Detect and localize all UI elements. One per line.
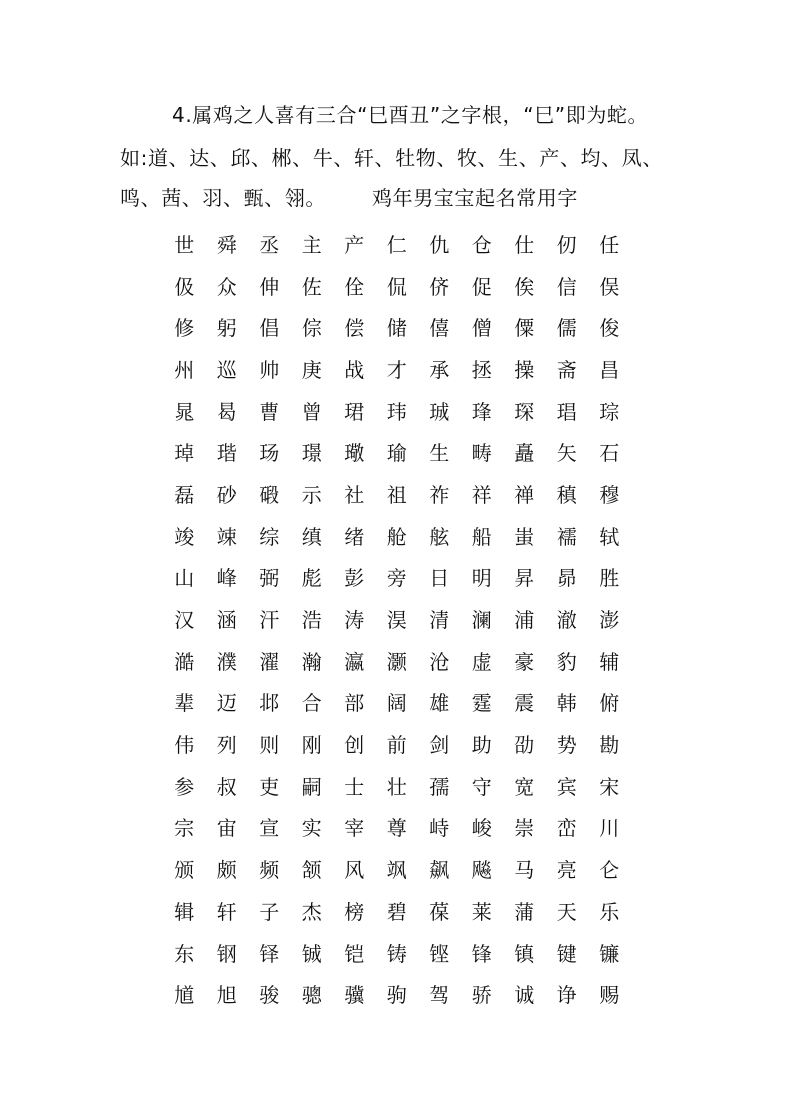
char-cell: 弼 <box>259 566 280 591</box>
char-cell: 榜 <box>344 899 365 924</box>
char-cell: 生 <box>429 441 450 466</box>
char-cell: 骄 <box>471 983 492 1008</box>
char-cell: 壮 <box>386 774 407 799</box>
char-cell: 儒 <box>556 316 577 341</box>
char-cell: 镰 <box>599 941 620 966</box>
char-cell: 竣 <box>174 524 195 549</box>
char-cell: 侪 <box>429 274 450 299</box>
char-cell: 庚 <box>301 357 322 382</box>
char-cell: 磊 <box>174 482 195 507</box>
char-cell: 士 <box>344 774 365 799</box>
char-cell: 曹 <box>259 399 280 424</box>
char-cell: 飙 <box>429 858 450 883</box>
char-cell: 辈 <box>174 691 195 716</box>
char-cell: 昇 <box>514 566 535 591</box>
char-row <box>163 349 633 391</box>
char-cell: 杰 <box>301 899 322 924</box>
char-row <box>163 849 633 891</box>
char-cell: 峰 <box>216 566 237 591</box>
char-cell: 促 <box>471 274 492 299</box>
char-cell: 蒲 <box>514 899 535 924</box>
char-cell: 稹 <box>556 482 577 507</box>
char-cell: 曾 <box>301 399 322 424</box>
char-cell: 操 <box>514 357 535 382</box>
char-cell: 僧 <box>471 316 492 341</box>
char-cell: 震 <box>514 691 535 716</box>
char-cell: 马 <box>514 858 535 883</box>
char-cell: 尊 <box>386 816 407 841</box>
char-cell: 晁 <box>174 399 195 424</box>
char-cell: 瑜 <box>386 441 407 466</box>
char-cell: 昴 <box>556 566 577 591</box>
char-cell: 创 <box>344 733 365 758</box>
char-cell: 伟 <box>174 733 195 758</box>
char-cell: 碫 <box>259 482 280 507</box>
char-cell: 浩 <box>301 608 322 633</box>
char-cell: 矢 <box>556 441 577 466</box>
char-cell: 铠 <box>344 941 365 966</box>
char-cell: 铿 <box>429 941 450 966</box>
char-cell: 才 <box>386 357 407 382</box>
char-cell: 豪 <box>514 649 535 674</box>
char-cell: 劭 <box>514 733 535 758</box>
paragraph-line-3-text: 鸣、茜、羽、甄、翎。 <box>120 186 326 210</box>
char-cell: 雄 <box>429 691 450 716</box>
char-cell: 瀛 <box>344 649 365 674</box>
char-cell: 辑 <box>174 899 195 924</box>
char-cell: 骢 <box>301 983 322 1008</box>
char-row <box>163 432 633 474</box>
char-cell: 实 <box>301 816 322 841</box>
char-cell: 葆 <box>429 899 450 924</box>
char-cell: 俣 <box>599 274 620 299</box>
char-cell: 珹 <box>429 399 450 424</box>
char-cell: 钢 <box>216 941 237 966</box>
char-cell: 崇 <box>514 816 535 841</box>
char-cell: 霆 <box>471 691 492 716</box>
char-cell: 宽 <box>514 774 535 799</box>
char-cell: 祥 <box>471 482 492 507</box>
char-row <box>163 224 633 266</box>
char-row <box>163 766 633 808</box>
char-cell: 琛 <box>514 399 535 424</box>
char-cell: 帅 <box>259 357 280 382</box>
char-cell: 子 <box>259 899 280 924</box>
char-cell: 彭 <box>344 566 365 591</box>
char-cell: 俟 <box>514 274 535 299</box>
char-cell: 巡 <box>216 357 237 382</box>
char-row <box>163 516 633 558</box>
char-cell: 瑎 <box>216 441 237 466</box>
char-cell: 峙 <box>429 816 450 841</box>
char-cell: 侃 <box>386 274 407 299</box>
char-cell: 东 <box>174 941 195 966</box>
char-cell: 祚 <box>429 482 450 507</box>
char-cell: 襦 <box>556 524 577 549</box>
char-cell: 峻 <box>471 816 492 841</box>
char-cell: 轼 <box>599 524 620 549</box>
char-cell: 偿 <box>344 316 365 341</box>
char-cell: 澈 <box>556 608 577 633</box>
char-cell: 骏 <box>259 983 280 1008</box>
char-cell: 蚩 <box>514 524 535 549</box>
char-cell: 承 <box>429 357 450 382</box>
char-cell: 碧 <box>386 899 407 924</box>
char-cell: 宙 <box>216 816 237 841</box>
char-cell: 任 <box>599 232 620 257</box>
char-cell: 颔 <box>301 858 322 883</box>
char-row <box>163 307 633 349</box>
char-cell: 宾 <box>556 774 577 799</box>
char-cell: 俊 <box>599 316 620 341</box>
char-cell: 澎 <box>599 608 620 633</box>
char-cell: 仓 <box>471 232 492 257</box>
char-cell: 瀚 <box>301 649 322 674</box>
char-cell: 灏 <box>386 649 407 674</box>
paragraph-line-2: 如:道、达、邱、郴、牛、轩、牡物、牧、生、产、均、凤、 <box>120 146 663 170</box>
char-cell: 吏 <box>259 774 280 799</box>
char-cell: 彪 <box>301 566 322 591</box>
char-cell: 剑 <box>429 733 450 758</box>
char-cell: 虚 <box>471 649 492 674</box>
char-cell: 飚 <box>471 858 492 883</box>
char-cell: 僖 <box>429 316 450 341</box>
char-row <box>163 724 633 766</box>
char-cell: 飒 <box>386 858 407 883</box>
char-cell: 修 <box>174 316 195 341</box>
char-row <box>163 599 633 641</box>
char-cell: 键 <box>556 941 577 966</box>
char-cell: 产 <box>344 232 365 257</box>
char-cell: 诤 <box>556 983 577 1008</box>
char-cell: 铸 <box>386 941 407 966</box>
char-cell: 玚 <box>259 441 280 466</box>
char-cell: 众 <box>216 274 237 299</box>
char-cell: 倡 <box>259 316 280 341</box>
char-cell: 日 <box>429 566 450 591</box>
char-cell: 驾 <box>429 983 450 1008</box>
character-grid <box>163 224 633 1016</box>
char-cell: 豹 <box>556 649 577 674</box>
char-cell: 孺 <box>429 774 450 799</box>
char-cell: 川 <box>599 816 620 841</box>
char-cell: 斋 <box>556 357 577 382</box>
paragraph-line-3 <box>120 186 578 210</box>
char-cell: 锋 <box>471 941 492 966</box>
char-cell: 淏 <box>386 608 407 633</box>
char-cell: 山 <box>174 566 195 591</box>
char-cell: 濯 <box>259 649 280 674</box>
char-row <box>163 808 633 850</box>
char-cell: 俯 <box>599 691 620 716</box>
char-row <box>163 558 633 600</box>
char-cell: 沧 <box>429 649 450 674</box>
char-cell: 矗 <box>514 441 535 466</box>
char-cell: 仞 <box>556 232 577 257</box>
char-cell: 昌 <box>599 357 620 382</box>
char-cell: 诚 <box>514 983 535 1008</box>
char-row <box>163 266 633 308</box>
char-cell: 示 <box>301 482 322 507</box>
char-cell: 宗 <box>174 816 195 841</box>
char-cell: 刚 <box>301 733 322 758</box>
char-cell: 舱 <box>386 524 407 549</box>
char-row <box>163 474 633 516</box>
char-cell: 清 <box>429 608 450 633</box>
char-cell: 倧 <box>301 316 322 341</box>
char-cell: 势 <box>556 733 577 758</box>
char-cell: 仕 <box>514 232 535 257</box>
char-cell: 综 <box>259 524 280 549</box>
char-cell: 辅 <box>599 649 620 674</box>
char-cell: 躬 <box>216 316 237 341</box>
char-cell: 颇 <box>216 858 237 883</box>
char-cell: 琸 <box>174 441 195 466</box>
char-cell: 参 <box>174 774 195 799</box>
char-cell: 勘 <box>599 733 620 758</box>
char-cell: 韩 <box>556 691 577 716</box>
char-cell: 铎 <box>259 941 280 966</box>
char-cell: 频 <box>259 858 280 883</box>
char-cell: 砂 <box>216 482 237 507</box>
char-cell: 州 <box>174 357 195 382</box>
char-cell: 伋 <box>174 274 195 299</box>
char-cell: 战 <box>344 357 365 382</box>
paragraph-line-1: 4.属鸡之人喜有三合“巳酉丑”之字根，“巳”即为蛇。 <box>172 103 649 127</box>
char-cell: 主 <box>301 232 322 257</box>
char-cell: 船 <box>471 524 492 549</box>
char-cell: 亮 <box>556 858 577 883</box>
char-cell: 穆 <box>599 482 620 507</box>
char-cell: 涵 <box>216 608 237 633</box>
char-cell: 储 <box>386 316 407 341</box>
char-cell: 镇 <box>514 941 535 966</box>
char-cell: 僳 <box>514 316 535 341</box>
char-cell: 绪 <box>344 524 365 549</box>
char-row <box>163 891 633 933</box>
char-cell: 合 <box>301 691 322 716</box>
char-cell: 宋 <box>599 774 620 799</box>
char-cell: 濮 <box>216 649 237 674</box>
char-cell: 舜 <box>216 232 237 257</box>
char-row <box>163 933 633 975</box>
char-cell: 澔 <box>174 649 195 674</box>
char-cell: 琒 <box>471 399 492 424</box>
char-cell: 曷 <box>216 399 237 424</box>
char-cell: 汉 <box>174 608 195 633</box>
char-cell: 峦 <box>556 816 577 841</box>
char-cell: 叔 <box>216 774 237 799</box>
char-row <box>163 683 633 725</box>
char-cell: 赐 <box>599 983 620 1008</box>
char-cell: 竦 <box>216 524 237 549</box>
char-cell: 璟 <box>301 441 322 466</box>
char-cell: 守 <box>471 774 492 799</box>
char-cell: 拯 <box>471 357 492 382</box>
char-cell: 禅 <box>514 482 535 507</box>
char-cell: 轩 <box>216 899 237 924</box>
char-cell: 宣 <box>259 816 280 841</box>
char-cell: 嗣 <box>301 774 322 799</box>
char-cell: 浦 <box>514 608 535 633</box>
char-cell: 阔 <box>386 691 407 716</box>
char-cell: 旭 <box>216 983 237 1008</box>
char-cell: 迈 <box>216 691 237 716</box>
char-cell: 旁 <box>386 566 407 591</box>
char-cell: 石 <box>599 441 620 466</box>
char-cell: 部 <box>344 691 365 716</box>
char-cell: 玮 <box>386 399 407 424</box>
char-cell: 馗 <box>174 983 195 1008</box>
char-cell: 前 <box>386 733 407 758</box>
char-cell: 胜 <box>599 566 620 591</box>
char-cell: 琮 <box>599 399 620 424</box>
char-cell: 琩 <box>556 399 577 424</box>
char-cell: 颁 <box>174 858 195 883</box>
char-cell: 仁 <box>386 232 407 257</box>
char-cell: 宰 <box>344 816 365 841</box>
char-cell: 驹 <box>386 983 407 1008</box>
char-row <box>163 641 633 683</box>
char-cell: 信 <box>556 274 577 299</box>
char-row <box>163 974 633 1016</box>
char-cell: 助 <box>471 733 492 758</box>
char-cell: 风 <box>344 858 365 883</box>
char-cell: 舷 <box>429 524 450 549</box>
char-cell: 骥 <box>344 983 365 1008</box>
char-cell: 世 <box>174 232 195 257</box>
char-cell: 丞 <box>259 232 280 257</box>
char-cell: 祖 <box>386 482 407 507</box>
char-cell: 珺 <box>344 399 365 424</box>
char-cell: 佺 <box>344 274 365 299</box>
char-cell: 邶 <box>259 691 280 716</box>
char-cell: 则 <box>259 733 280 758</box>
char-cell: 乐 <box>599 899 620 924</box>
char-cell: 莱 <box>471 899 492 924</box>
char-cell: 涛 <box>344 608 365 633</box>
char-cell: 仑 <box>599 858 620 883</box>
char-cell: 社 <box>344 482 365 507</box>
char-cell: 璥 <box>344 441 365 466</box>
char-cell: 佐 <box>301 274 322 299</box>
char-cell: 天 <box>556 899 577 924</box>
char-cell: 明 <box>471 566 492 591</box>
char-cell: 仇 <box>429 232 450 257</box>
char-cell: 铖 <box>301 941 322 966</box>
char-cell: 伸 <box>259 274 280 299</box>
char-cell: 澜 <box>471 608 492 633</box>
section-heading: 鸡年男宝宝起名常用字 <box>372 186 578 210</box>
char-cell: 列 <box>216 733 237 758</box>
char-cell: 畴 <box>471 441 492 466</box>
char-cell: 汗 <box>259 608 280 633</box>
char-row <box>163 391 633 433</box>
char-cell: 缜 <box>301 524 322 549</box>
